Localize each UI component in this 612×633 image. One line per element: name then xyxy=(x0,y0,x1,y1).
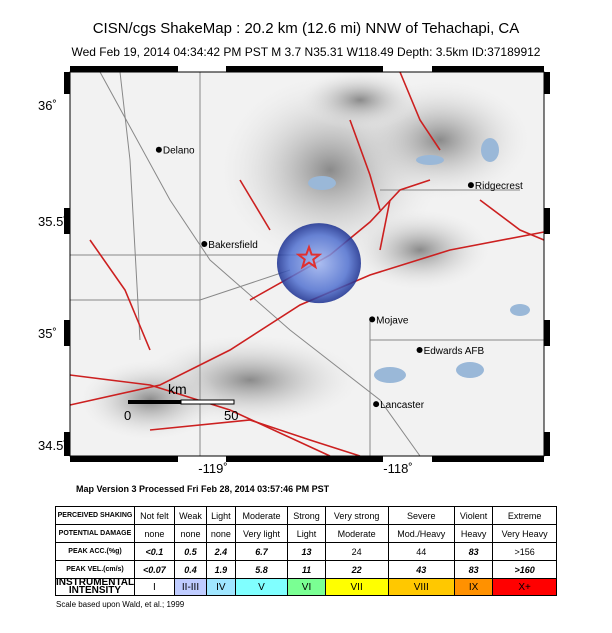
legend-cell: 0.5 xyxy=(174,543,206,561)
legend-row-label: POTENTIAL DAMAGE xyxy=(56,525,135,543)
city-label: Mojave xyxy=(376,315,409,327)
city-marker xyxy=(468,182,474,188)
legend-row xyxy=(56,543,557,561)
legend-cell: >160 xyxy=(493,561,557,579)
lake xyxy=(308,176,336,190)
intensity-swatch: II-III xyxy=(174,579,206,596)
legend-cell: Very strong xyxy=(325,507,388,525)
legend-cell: >156 xyxy=(493,543,557,561)
x-tick-119: -119˚ xyxy=(198,461,228,476)
legend-cell: 13 xyxy=(288,543,325,561)
city-marker xyxy=(417,347,423,353)
intensity-swatch: VIII xyxy=(388,579,454,596)
intensity-swatch: IV xyxy=(207,579,235,596)
map-frame xyxy=(70,70,544,456)
city-marker xyxy=(201,241,207,247)
lake xyxy=(510,304,530,316)
city-label: Lancaster xyxy=(380,400,425,412)
intensity-swatch: IX xyxy=(454,579,492,596)
city-marker xyxy=(369,316,375,322)
legend-cell: Severe xyxy=(388,507,454,525)
city-label: Ridgecrest xyxy=(474,181,523,193)
y-tick-35: 35˚ xyxy=(38,326,57,341)
legend-cell: none xyxy=(134,525,174,543)
x-tick-118: -118˚ xyxy=(383,461,413,476)
legend-cell: 5.8 xyxy=(235,561,288,579)
legend-row-label: INSTRUMENTAL INTENSITY xyxy=(56,577,135,596)
shaking-intensity-zone xyxy=(277,223,361,303)
legend-cell: Moderate xyxy=(325,525,388,543)
legend-row xyxy=(56,525,557,543)
lake xyxy=(416,155,444,165)
legend-row xyxy=(56,561,557,579)
legend-cell: Very Heavy xyxy=(493,525,557,543)
lake xyxy=(481,138,499,162)
lake xyxy=(456,362,484,378)
legend-cell: 44 xyxy=(388,543,454,561)
legend-cell: Not felt xyxy=(134,507,174,525)
legend-cell: Violent xyxy=(454,507,492,525)
scale-unit: km xyxy=(168,381,187,397)
y-tick-35-5: 35.5˚ xyxy=(38,214,68,229)
scale-note: Scale based upon Wald, et al.; 1999 xyxy=(56,600,185,609)
lake xyxy=(374,367,406,383)
legend-cell: Weak xyxy=(174,507,206,525)
legend-cell: 2.4 xyxy=(207,543,235,561)
city-marker xyxy=(156,147,162,153)
city-marker xyxy=(373,401,379,407)
y-tick-36: 36˚ xyxy=(38,98,57,113)
legend-cell: 24 xyxy=(325,543,388,561)
legend-cell: Moderate xyxy=(235,507,288,525)
legend-cell: Mod./Heavy xyxy=(388,525,454,543)
legend-cell: Heavy xyxy=(454,525,492,543)
legend-cell: Light xyxy=(288,525,325,543)
intensity-swatch: X+ xyxy=(493,579,557,596)
intensity-legend xyxy=(55,506,557,596)
legend-cell: 43 xyxy=(388,561,454,579)
legend-cell: Extreme xyxy=(493,507,557,525)
city-label: Bakersfield xyxy=(208,239,258,251)
legend-cell: Strong xyxy=(288,507,325,525)
intensity-swatch: VII xyxy=(325,579,388,596)
legend-cell: 6.7 xyxy=(235,543,288,561)
legend-cell: 0.4 xyxy=(174,561,206,579)
event-details: Wed Feb 19, 2014 04:34:42 PM PST M 3.7 N35.31 W118.49 Depth: 3.5km ID:37189912 xyxy=(71,45,541,59)
city-label: Edwards AFB xyxy=(423,345,485,357)
city-label: Delano xyxy=(162,145,195,157)
legend-cell: none xyxy=(207,525,235,543)
legend-cell: 1.9 xyxy=(207,561,235,579)
legend-cell: Very light xyxy=(235,525,288,543)
legend-cell: Light xyxy=(207,507,235,525)
legend-cell: 22 xyxy=(325,561,388,579)
scale-label-zero: 0 xyxy=(124,408,132,423)
legend-row xyxy=(56,507,557,525)
legend-cell: 83 xyxy=(454,561,492,579)
legend-row-intensity xyxy=(56,579,557,596)
map-title: CISN/cgs ShakeMap : 20.2 km (12.6 mi) NNW of Tehachapi, CA xyxy=(92,20,520,37)
legend-cell: 83 xyxy=(454,543,492,561)
legend-row-label: PERCEIVED SHAKING xyxy=(56,507,135,525)
legend-cell: <0.1 xyxy=(134,543,174,561)
legend-cell: 11 xyxy=(288,561,325,579)
version-text: Map Version 3 Processed Fri Feb 28, 2014 03:57:46 PM PST xyxy=(76,484,330,494)
intensity-swatch: I xyxy=(134,579,174,596)
legend-cell: none xyxy=(174,525,206,543)
legend-row-label: PEAK VEL.(cm/s) xyxy=(56,561,135,579)
scale-label-fifty: 50 xyxy=(224,408,239,423)
intensity-swatch: V xyxy=(235,579,288,596)
legend-row-label: PEAK ACC.(%g) xyxy=(56,543,135,561)
intensity-swatch: VI xyxy=(288,579,325,596)
y-tick-34-5: 34.5˚ xyxy=(38,438,68,453)
legend-cell: <0.07 xyxy=(134,561,174,579)
